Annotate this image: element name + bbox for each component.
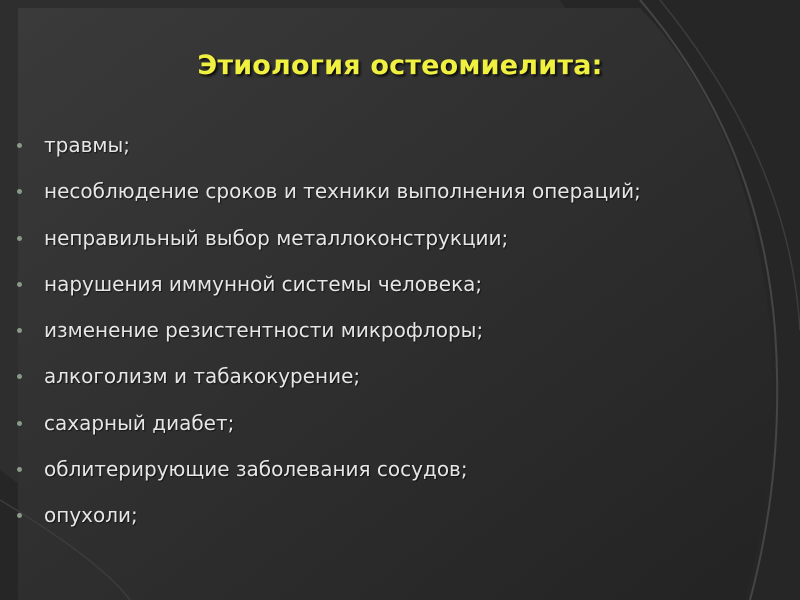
list-item-text: сахарный диабет; — [44, 410, 235, 435]
bullet-list — [14, 122, 784, 539]
list-item — [14, 168, 784, 214]
list-item — [14, 122, 784, 168]
list-item — [14, 215, 784, 261]
list-item-text: несоблюдение сроков и техники выполнения операций; — [44, 179, 641, 204]
list-item-text: неправильный выбор металлоконструкции; — [44, 225, 509, 250]
bullet-icon — [17, 189, 22, 194]
slide-title: Этиология остеомиелита: — [197, 50, 603, 81]
list-item-text: алкоголизм и табакокурение; — [44, 364, 361, 389]
list-item — [14, 492, 784, 538]
list-item — [14, 307, 784, 353]
list-item — [14, 353, 784, 399]
bullet-icon — [17, 467, 22, 472]
bullet-icon — [17, 236, 22, 241]
list-item-text: облитерирующие заболевания сосудов; — [44, 457, 468, 482]
list-item-text: опухоли; — [44, 503, 138, 528]
list-item-text: травмы; — [44, 133, 131, 157]
bullet-icon — [17, 421, 22, 426]
list-item — [14, 261, 784, 307]
bullet-icon — [17, 328, 22, 333]
bullet-icon — [17, 282, 22, 287]
bullet-icon — [17, 143, 22, 148]
bullet-icon — [17, 513, 22, 518]
list-item-text: нарушения иммунной системы человека; — [44, 271, 483, 296]
bullet-icon — [17, 374, 22, 379]
list-item-text: изменение резистентности микрофлоры; — [44, 318, 484, 343]
list-item — [14, 446, 784, 492]
list-item — [14, 400, 784, 446]
